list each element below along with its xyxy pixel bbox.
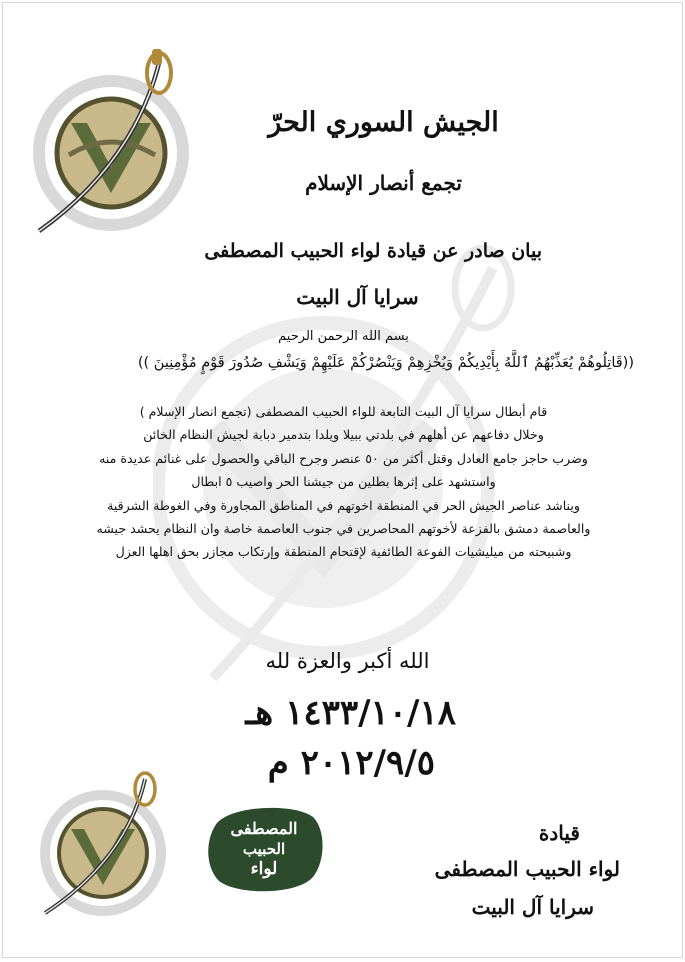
quran-verse: ((قَاتِلُوهُمْ يُعَذِّبْهُمُ ٱللَّهُ بِأَيْدِيكُمْ وَيُخْزِهِمْ وَيَنْصُرْكُمْ عَلَيْهِمْ وَيَشْفِ صُدُورَ قَوْمٍ مُؤْمِنِينَ )) [137, 355, 634, 371]
date-gregorian: ٢٠١٢/٩/٥ م [267, 743, 435, 783]
body-line: قام أبطال سرايا آل البيت التابعة للواء الحبيب المصطفى (تجمع انصار الإسلام ) [139, 404, 548, 419]
unit-name: سرايا آل البيت [296, 285, 419, 309]
badge-line: المصطفى [230, 819, 298, 838]
body-line: وضرب حاجز جامع العادل وقتل أكثر من ٥٠ عنصر وجرح الباقي والحصول على غنائم عديدة منه [99, 450, 588, 466]
group-name: تجمع أنصار الإسلام [305, 171, 462, 195]
body-line: وخلال دفاعهم عن أهلهم في بلدتي ببيلا ويلدا بتدمير دبابة لجيش النظام الخائن [143, 427, 544, 443]
badge-line: لواء [250, 859, 278, 879]
declaration-heading: بيان صادر عن قيادة لواء الحبيب المصطفى [204, 240, 542, 262]
statement-body [23, 400, 664, 564]
bottom-emblem [33, 771, 173, 921]
body-line: واستشهد على إثرها بطلين من جيشنا الحر واصيب ٥ ابطال [191, 474, 496, 490]
body-line: والعاصمة دمشق بالفزعة لأخوتهم المحاصرين في جنوب العاصمة خاصة وان النظام يحشد جيشه [96, 521, 591, 537]
body-line: وشبيحته من ميليشيات الفوعة الطائفية لإقتحام المنطقة وإرتكاب مجازر بحق اهلها العزل [115, 544, 572, 560]
closing-phrase: الله أكبر والعزة لله [265, 649, 430, 673]
signature-title: قيادة [538, 821, 580, 845]
shield-icon [33, 771, 173, 921]
statement-document [2, 2, 683, 958]
signature-unit: سرايا آل البيت [471, 895, 594, 919]
basmala: بسم الله الرحمن الرحيم [278, 329, 409, 344]
date-hijri: ١٤٣٣/١٠/١٨ هـ [245, 693, 456, 733]
top-emblem [31, 43, 191, 243]
shield-icon [31, 43, 191, 243]
page-title: الجيش السوري الحرّ [268, 107, 499, 138]
brigade-badge [203, 803, 325, 895]
signature-brigade: لواء الحبيب المصطفى [434, 857, 620, 881]
badge-line: الحبيب [242, 840, 286, 858]
body-line: ويناشد عناصر الجيش الحر في المنطقة اخوتهم في المناطق المجاورة وفي الغوطة الشرقية [107, 497, 580, 513]
